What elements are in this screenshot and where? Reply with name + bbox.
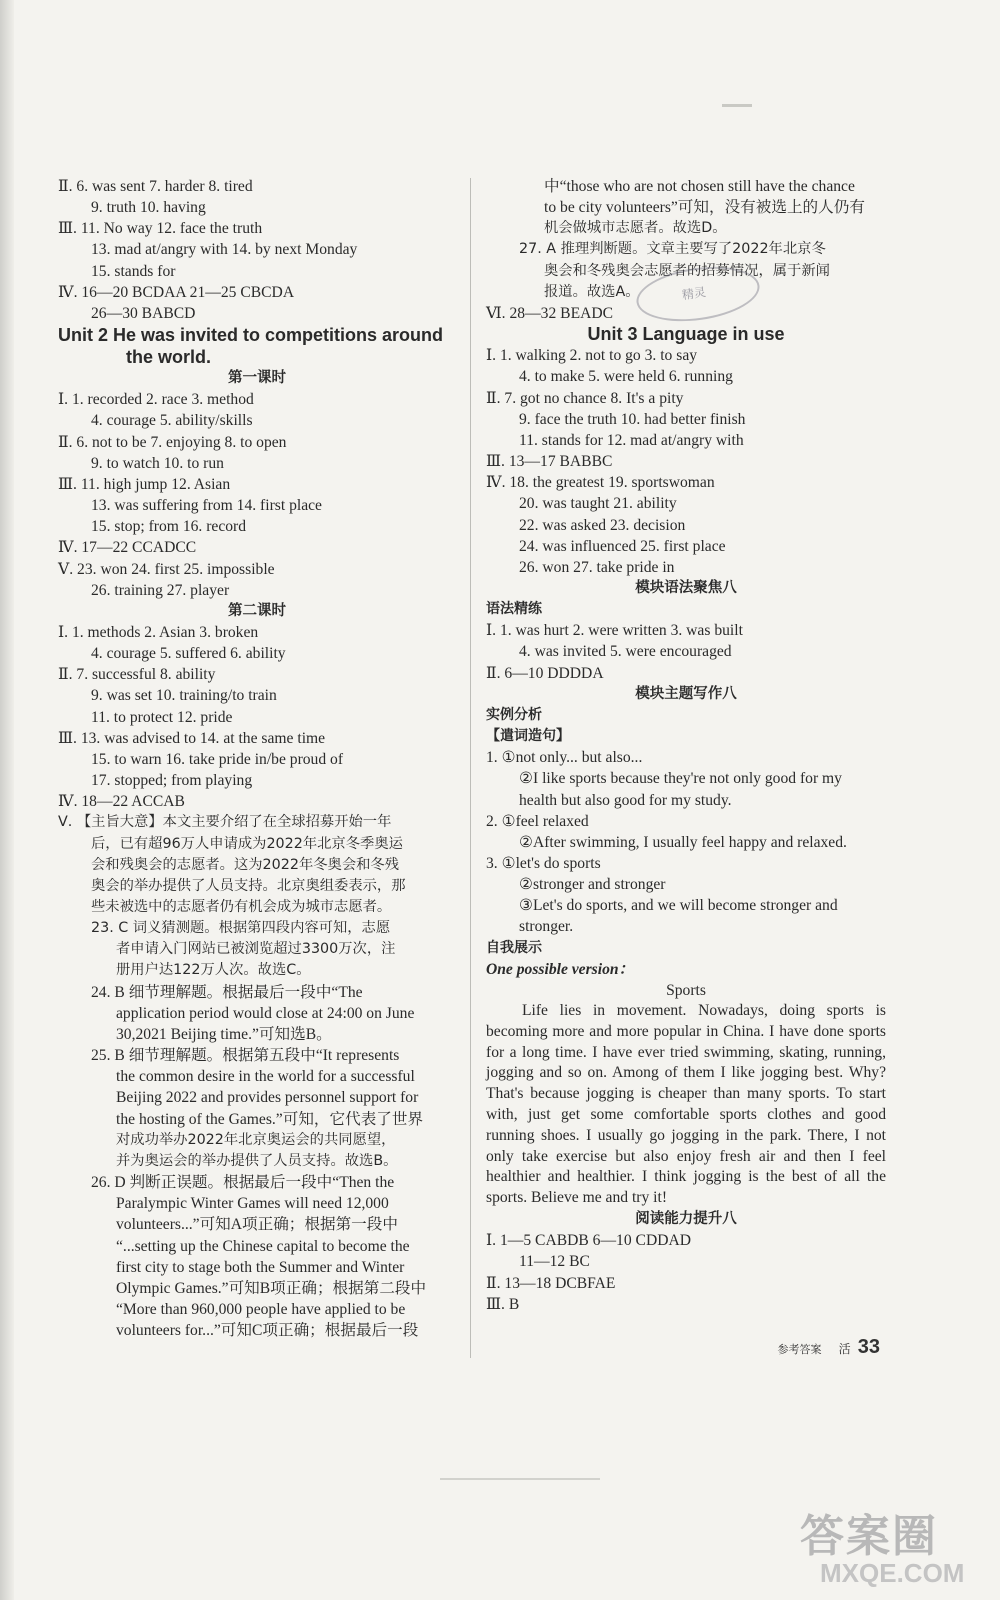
column-divider [470,178,471,1358]
answer-line: application period would close at 24:00 on June [116,1004,415,1022]
subsection-label: 自我展示 [486,939,542,956]
answer-line: 1. ①not only... but also... [486,749,643,767]
watermark [800,1500,990,1590]
answer-line: Ⅲ. 11. No way 12. face the truth [58,220,263,238]
answer-line: Ⅱ. 7. got no chance 8. It's a pity [486,389,684,407]
answer-line: 26. training 27. player [91,581,230,599]
answer-line: 后，已有超96万人申请成为2022年北京冬季奥运 [91,835,403,852]
answer-line: Beijing 2022 and provides personnel support for [116,1089,419,1107]
answer-line: ②I like sports because they're not only good for my [519,770,842,788]
section-heading: 阅读能力提升八 [635,1211,737,1228]
answer-line: 4. courage 5. suffered 6. ability [91,645,286,663]
answer-line: Ⅴ. 【主旨大意】本文主要介绍了在全球招募开始一年 [58,814,392,831]
answer-line: Ⅱ. 13—18 DCBFAE [486,1274,616,1292]
answer-line: to be city volunteers”可知，没有被选上的人仍有 [544,199,865,217]
answer-line: stronger. [519,918,574,936]
answer-line: 23. C 词义猜测题。根据第四段内容可知，志愿 [91,920,391,937]
answer-line: 9. to watch 10. to run [91,454,224,472]
answer-line: ②stronger and stronger [519,876,666,894]
page-number: 33 [857,1336,880,1358]
answer-line: Ⅰ. 1—5 CABDB 6—10 CDDAD [486,1232,691,1250]
answer-line: “...setting up the Chinese capital to become the [116,1237,410,1255]
answer-line: 中“those who are not chosen still have the chance [544,178,855,195]
answer-line: volunteers...”可知A项正确；根据第一段中 [116,1216,398,1234]
answer-line: Paralympic Winter Games will need 12,000 [116,1195,389,1213]
answer-line: the hosting of the Games.”可知，它代表了世界 [116,1110,424,1128]
answer-line: 15. to warn 16. take pride in/be proud of [91,750,344,768]
answer-line: Ⅱ. 7. successful 8. ability [58,666,216,684]
right-column [486,176,886,1315]
answer-line: 些未被选中的志愿者仍有机会成为城市志愿者。 [91,899,392,915]
watermark-line2: MXQE.COM [820,1558,965,1588]
answer-line: 机会做城市志愿者。故选D。 [544,220,727,237]
answer-line: health but also good for my study. [519,791,732,809]
unit-heading [58,324,456,368]
section-heading: 模块语法聚焦八 [635,579,737,596]
answer-line: 27. A 推理判断题。文章主要写了2022年北京冬 [519,241,826,258]
stamp-text: 精灵 [681,284,707,303]
answer-line: 26. won 27. take pride in [519,558,675,576]
answer-line: Ⅱ. 6. not to be 7. enjoying 8. to open [58,433,287,451]
answer-line: 24. was influenced 25. first place [519,537,726,555]
unit-heading-line2: the world. [126,347,211,368]
footer-prefix: 活 [838,1342,851,1356]
answer-line: Ⅱ. 6. was sent 7. harder 8. tired [58,178,253,195]
version-label: One possible version： [486,960,635,978]
answer-line: Ⅰ. 1. was hurt 2. were written 3. was built [486,622,743,640]
right-column-bottom [486,1209,886,1315]
answer-line: 15. stands for [91,262,176,280]
answer-line: 册用户达122万人次。故选C。 [116,962,311,979]
answer-line: 9. was set 10. training/to train [91,687,277,705]
answer-line: Ⅳ. 16—20 BCDAA 21—25 CBCDA [58,283,295,301]
answer-line: 11. to protect 12. pride [91,708,233,726]
answer-line: 30,2021 Beijing time.”可知选B。 [116,1025,332,1043]
section-heading: 模块主题写作八 [635,685,737,702]
answer-line: 3. ①let's do sports [486,855,601,872]
subsection-label: 实例分析 [486,706,542,723]
answer-line: 对成功举办2022年北京奥运会的共同愿望， [116,1131,396,1148]
answer-line: 2. ①feel relaxed [486,812,589,830]
answer-line: 26. D 判断正误题。根据最后一段中“Then the [91,1174,395,1192]
answer-line: 13. mad at/angry with 14. by next Monday [91,241,358,259]
scan-mark [722,104,752,107]
answer-line: Ⅴ. 23. won 24. first 25. impossible [58,560,275,578]
left-column [58,176,456,1341]
answer-line: 22. was asked 23. decision [519,516,686,534]
answer-line: Ⅲ. 13. was advised to 14. at the same time [58,729,326,747]
unit-heading-line1: Unit 2 He was invited to competitions around [58,325,444,346]
answer-line: Ⅰ. 1. methods 2. Asian 3. broken [58,623,259,641]
answer-line: 24. B 细节理解题。根据最后一段中“The [91,983,363,1001]
answer-line: 9. truth 10. having [91,199,206,217]
section-heading: 第一课时 [228,370,286,387]
page-footer [778,1336,880,1359]
answer-line: 11. stands for 12. mad at/angry with [519,431,744,449]
answer-line: 4. was invited 5. were encouraged [519,643,732,661]
answer-line: the common desire in the world for a successful [116,1068,415,1086]
answer-line: Ⅵ. 28—32 BEADC [486,304,614,322]
answer-line: 4. courage 5. ability/skills [91,412,253,430]
answer-line: 会和残奥会的志愿者。这为2022年冬奥会和冬残 [91,856,400,873]
answer-line: Ⅱ. 6—10 DDDDA [486,664,604,682]
answer-line: 13. was suffering from 14. first place [91,497,322,515]
answer-line: 11—12 BC [519,1253,590,1271]
footer-label: 参考答案 [777,1343,822,1356]
answer-line: Ⅲ. B [486,1295,520,1313]
answer-line: “More than 960,000 people have applied to be [116,1300,406,1318]
unit-heading: Unit 3 Language in use [587,324,785,345]
answer-line: Ⅳ. 18. the greatest 19. sportswoman [486,474,715,492]
answer-line: 9. face the truth 10. had better finish [519,410,746,428]
answer-line: 17. stopped; from playing [91,772,253,790]
section-heading: 第二课时 [228,602,286,619]
answer-line: 报道。故选A。 [544,283,640,300]
subsection-label: 【遣词造句】 [486,728,570,745]
essay-title: Sports [666,981,706,999]
answer-line: Olympic Games.”可知B项正确；根据第二段中 [116,1279,427,1297]
subsection-label: 语法精练 [486,601,542,618]
answer-line: Ⅰ. 1. walking 2. not to go 3. to say [486,347,698,365]
answer-line: 者申请入门网站已被浏览超过3300万次，注 [116,941,396,958]
answer-line: 15. stop; from 16. record [91,518,247,536]
answer-line: 4. to make 5. were held 6. running [519,368,733,386]
answer-line: 20. was taught 21. ability [519,495,677,513]
answer-line: Ⅳ. 18—22 ACCAB [58,793,185,811]
page-edge-shadow [0,0,14,1600]
answer-line: Ⅳ. 17—22 CCADCC [58,539,197,557]
answer-line: Ⅲ. 13—17 BABBC [486,453,613,471]
scan-mark-bottom [440,1478,600,1480]
essay-paragraph: Life lies in movement. Nowadays, doing sports is becoming more and more popular in China. I have done sports for a long time. I have ever tried swimming, skating, running, jogging and so on. Among of them I like jogging best. Why? That's because jogging is cheaper than many sports. To start with, just get some comfortable sports clothes and good running shoes. I usually go jogging in the park. There, I not only take exercise but also enjoy fresh air and then I feel healthier and healthier. I think jogging is the best of all the sports. Believe me and try it! [486,1002,886,1207]
answer-line: 奥会的举办提供了人员支持。北京奥组委表示，那 [91,877,406,894]
answer-line: ③Let's do sports, and we will become stronger and [519,897,838,915]
answer-line: ②After swimming, I usually feel happy and relaxed. [519,833,847,851]
answer-line: 26—30 BABCD [91,304,196,322]
answer-line: Ⅰ. 1. recorded 2. race 3. method [58,391,254,409]
answer-line: 奥会和冬残奥会志愿者的招募情况，属于新闻 [544,262,830,279]
answer-line: volunteers for...”可知C项正确；根据最后一段 [116,1322,419,1340]
answer-line: 25. B 细节理解题。根据第五段中“It represents [91,1047,400,1065]
answer-line: Ⅲ. 11. high jump 12. Asian [58,475,231,493]
answer-line: 并为奥运会的举办提供了人员支持。故选B。 [116,1152,398,1169]
answer-line: first city to stage both the Summer and Winter [116,1258,405,1276]
watermark-line1: 答案圈 [800,1511,938,1562]
